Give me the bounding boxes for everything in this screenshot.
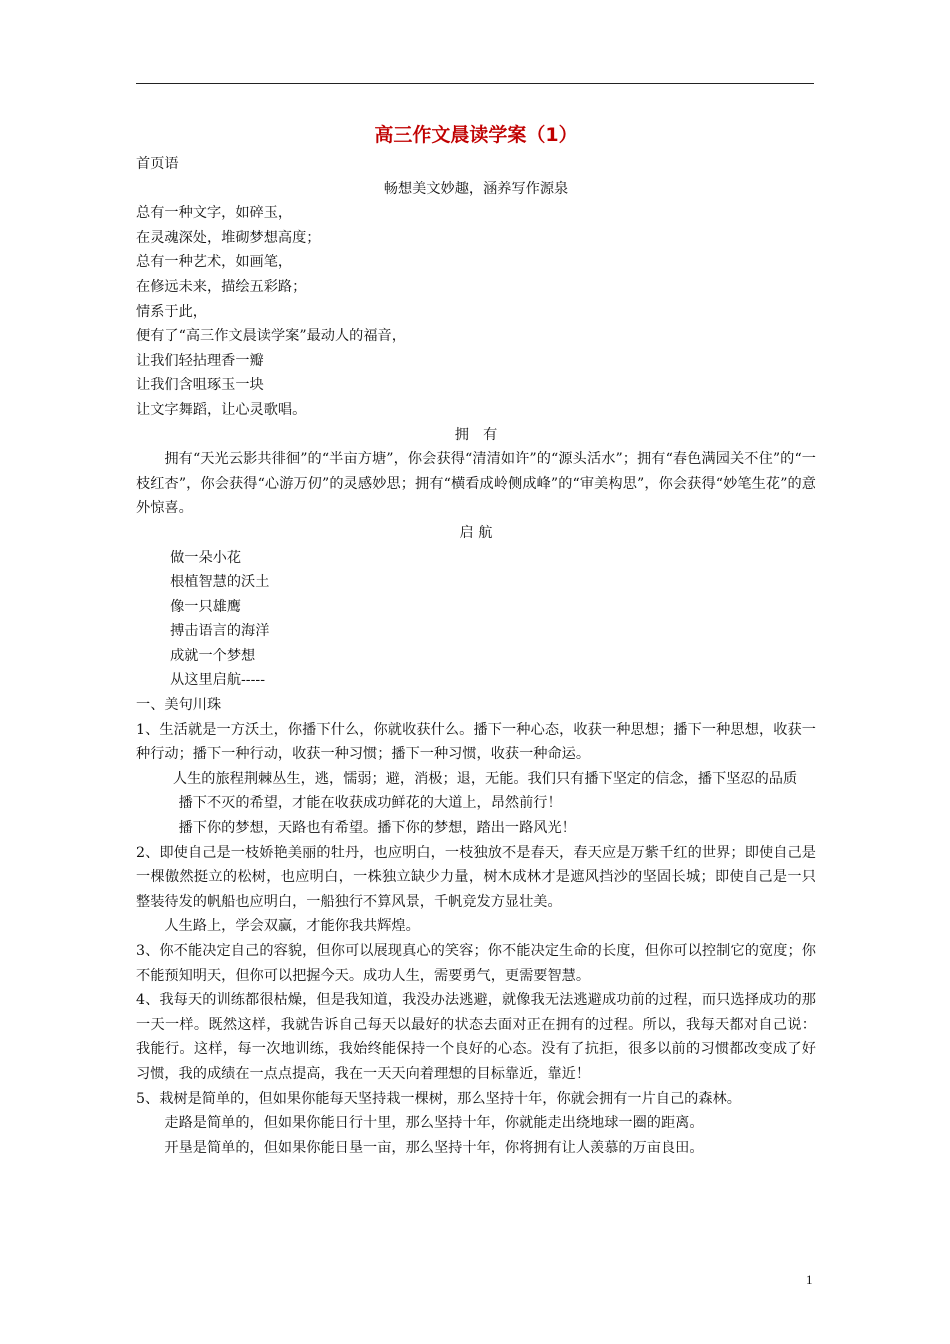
item-paragraph: 走路是简单的，但如果你能日行十里，那么坚持十年，你就能走出绕地球一圈的距离。 xyxy=(164,1115,704,1132)
item-paragraph: 2、即使自己是一枝娇艳美丽的牡丹，也应明白，一枝独放不是春天，春天应是万紫千红的世界；即使自己是一棵傲然挺立的松树，也应明白，一株独立缺少力量，树木成林才是遮风挡沙的坚固长城；即使自己是一只整装待发的帆船也应明白，一船独行不算风景，千帆竞发方显壮美。 xyxy=(136,844,816,910)
document-title: 高三作文晨读学案（1） xyxy=(374,124,578,146)
item-paragraph: 人生的旅程荆棘丛生，逃，懦弱；避，消极；退，无能。我们只有播下坚定的信念，播下坚忍的品质 xyxy=(172,770,798,787)
sail-line: 从这里启航----- xyxy=(170,672,265,689)
preface-line: 总有一种艺术，如画笔， xyxy=(136,254,293,271)
item-paragraph: 5、栽树是简单的，但如果你能每天坚持栽一棵树，那么坚持十年，你就会拥有一片自己的森林。 xyxy=(136,1090,741,1107)
preface-line: 让我们轻拈理香一瓣 xyxy=(136,352,264,369)
preface-line: 在修远未来，描绘五彩路； xyxy=(136,278,307,295)
sail-line: 像一只雄鹰 xyxy=(170,598,242,615)
preface-line: 在灵魂深处，堆砌梦想高度； xyxy=(136,229,321,246)
preface-line: 便有了“高三作文晨读学案”最动人的福音， xyxy=(136,328,406,345)
sail-line: 根植智慧的沃土 xyxy=(170,574,270,591)
item-paragraph: 开垦是简单的，但如果你能日垦一亩，那么坚持十年，你将拥有让人羡慕的万亩良田。 xyxy=(164,1139,704,1156)
sail-heading: 启 航 xyxy=(459,524,493,541)
section-heading: 一、美句川珠 xyxy=(136,697,222,714)
item-paragraph: 播下不灭的希望，才能在收获成功鲜花的大道上，昂然前行！ xyxy=(178,795,562,812)
item-paragraph: 播下你的梦想，天路也有希望。播下你的梦想，踏出一路风光！ xyxy=(178,820,576,837)
own-heading: 拥 有 xyxy=(454,426,498,443)
item-paragraph: 人生路上，学会双赢，才能你我共辉煌。 xyxy=(164,918,420,935)
item-paragraph: 4、我每天的训练都很枯燥，但是我知道，我没办法逃避，就像我无法逃避成功前的过程，而只选择成功的那一天一样。既然这样，我就告诉自己每天以最好的状态去面对正在拥有的过程。所以，我每天都对自己说：我能行。这样，每一次地训练，我始终能保持一个良好的心态。没有了抗拒，很多以前的习惯都改变成了好习惯，我的成绩在一点点提高，我在一天天向着理想的目标靠近，靠近！ xyxy=(136,992,816,1082)
preface-line: 情系于此， xyxy=(136,303,207,320)
item-paragraph: 3、你不能决定自己的容貌，但你可以展现真心的笑容；你不能决定生命的长度，但你可以控制它的宽度；你不能预知明天，但你可以把握今天。成功人生，需要勇气，更需要智慧。 xyxy=(136,943,816,984)
preface-line: 让文字舞蹈，让心灵歌唱。 xyxy=(136,401,307,418)
own-paragraph: 拥有“天光云影共徘徊”的“半亩方塘”，你会获得“清清如许”的“源头活水”；拥有“春色满园关不住”的“一枝红杏”，你会获得“心游万仞”的灵感妙思；拥有“横看成岭侧成峰”的“审美构思”，你会获得“妙笔生花”的意外惊喜。 xyxy=(136,451,816,517)
document-body xyxy=(136,120,816,1160)
sail-line: 做一朵小花 xyxy=(170,549,242,566)
header-rule xyxy=(136,83,814,84)
sail-line: 成就一个梦想 xyxy=(170,647,256,664)
preface-line: 让我们含咀琢玉一块 xyxy=(136,377,264,394)
sail-line: 搏击语言的海洋 xyxy=(170,623,270,640)
preface-label: 首页语 xyxy=(136,156,179,172)
preface-subtitle: 畅想美文妙趣，涵养写作源泉 xyxy=(383,180,569,197)
item-paragraph: 1、生活就是一方沃土，你播下什么，你就收获什么。播下一种心态，收获一种思想；播下一种思想，收获一种行动；播下一种行动，收获一种习惯；播下一种习惯，收获一种命运。 xyxy=(136,721,816,763)
preface-line: 总有一种文字，如碎玉， xyxy=(136,205,293,222)
page-number: 1 xyxy=(806,1272,813,1287)
